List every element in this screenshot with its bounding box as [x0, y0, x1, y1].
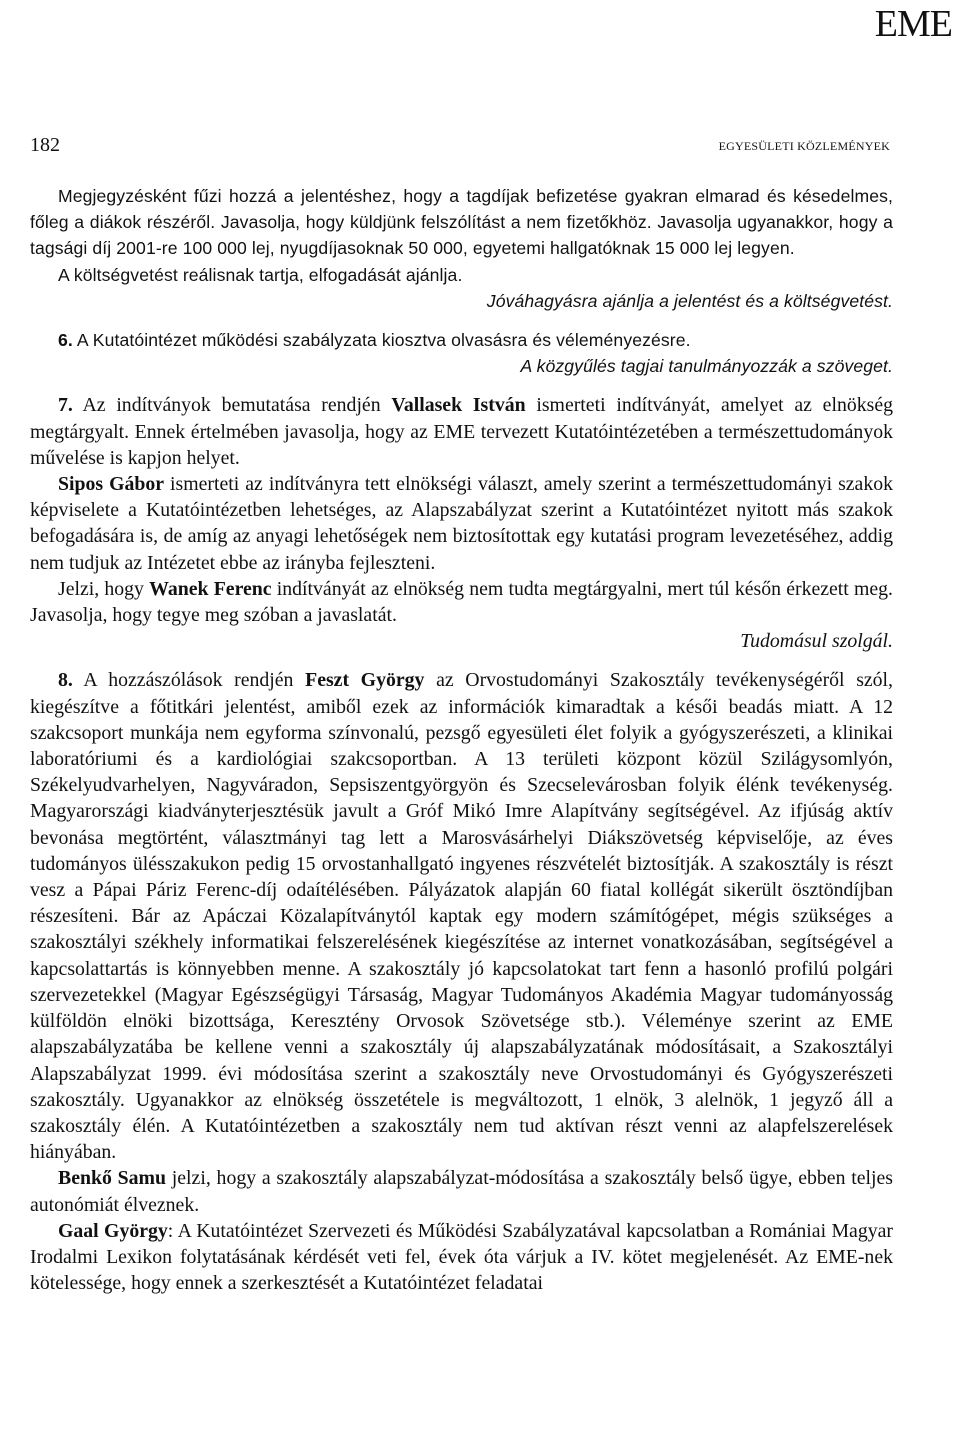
person-name: Benkő Samu [58, 1167, 167, 1190]
person-name: Wanek Ferenc [149, 577, 272, 600]
resolution-item-6: A közgyűlés tagjai tanulmányozzák a szöveget. [520, 356, 893, 377]
page-number: 182 [30, 134, 60, 156]
resolution-budget: Jóváhagyásra ajánlja a jelentést és a költségvetést. [486, 290, 893, 311]
paragraph-benko [30, 1165, 893, 1217]
item-text: az Orvostudományi Szakosztály tevékenységéről szól, kiegészítve a főtitkári jelentést, amiből ezek az információk kimaradtak a késői beadás miatt. A 12 szakcsoport munkája nem egyforma színvonalú, pezsgő egyesületi élet folyik a gyógyszerészeti, a klinikai laboratóriumi és a kardiológiai szakcsoportban. A 13 területi központ közül Szilágysomlyón, Székelyudvarhelyen, Nagyváradon, Sepsiszentgyörgyön és Szecselevárosban folyik élénk tevékenység. Magyarországi kiadványterjesztésük javult a Gróf Mikó Imre Alapítvány segítségével. Az ifjúság aktív bevonása megtörtént, választmányi tag lett a Marosvásárhelyi Diákszövetség képviselője, az éves tudományos ülésszakukon pedig 15 orvostanhallgató ingyenes részvételét biztosítják. A szakosztály is részt vesz a Pápai Páriz Ferenc-díj odaítélésében. Pályázatok alapján 60 fiatal kollégát sikerült ösztöndíjban részesíteni. Bár az Apáczai Közalapítványtól kaptak egy modern számítógépet, mégis szükséges a szakosztályi székhely informatikai felszerelésének kiegészítése az internet vonatkozásában, segítségével a kapcsolattartás is könnyebben menne. A szakosztály jó kapcsolatokat tart fenn a hasonló profilú polgári szervezetekkel (Magyar Egészségügyi Társaság, Magyar Tudományos Akadémia Magyar tudományosság külföldön elnöki bizottsága, Keresztény Orvosok Szövetsége stb.). Véleménye szerint az EME alapszabályzatába be kellene venni a szakosztály új alapszabályzatának módosításait, a Szakosztályi Alapszabályzat 1999. évi módosítása szerint a szakosztály neve Orvostudományi és Gyógyszerészeti szakosztály. Ugyanakkor az elnökség összetétele is megváltozott, 1 elnök, 3 alelnök, 1 jegyző áll a szakosztály élén. A Kutatóintézetben a szakosztály nem tud aktívan részt venni az alapfelszerelések hiányában. [30, 669, 893, 1164]
paragraph-sipos [30, 471, 893, 576]
agenda-item-8 [30, 667, 893, 1165]
agenda-item-6 [30, 327, 893, 353]
item-text: ismerteti indítványát, amelyet az elnökség megtárgyalt. Ennek értelmében javasolja, hogy az EME tervezett Kutatóintézetében a természettudományok művelése is kapjon helyet. [30, 394, 893, 469]
paragraph-text: indítványát az elnökség nem tudta megtárgyalni, mert túl későn érkezett meg. Javasolja, hogy tegye meg szóban a javaslatát. [30, 577, 893, 627]
resolution-item-7: Tudomásul szolgál. [740, 630, 893, 653]
item-text: A Kutatóintézet működési szabályzata kiosztva olvasásra és véleményezésre. [72, 330, 691, 351]
spacer [30, 314, 893, 327]
paragraph-membership-fees: Megjegyzésként fűzi hozzá a jelentéshez, hogy a tagdíjak befizetése gyakran elmarad és késedelmes, főleg a diákok részéről. Javasolja, hogy küldjünk felszólítást a nem fizetőkhöz. Javasolja ugyanakkor, hogy a tagsági díj 2001-re 100 000 lej, nyugdíjasoknak 50 000, egyetemi hallgatóknak 15 000 lej legyen. [30, 186, 893, 259]
item-text: Az indítványok bemutatása rendjén [72, 394, 392, 417]
person-name: Sipos Gábor [58, 473, 165, 496]
spacer [30, 654, 893, 667]
paragraph-gaal [30, 1218, 893, 1297]
journal-title: EGYESÜLETI KÖZLEMÉNYEK [718, 139, 890, 153]
paragraph-text: Jelzi, hogy [58, 577, 150, 600]
person-name: Gaal György [58, 1219, 168, 1242]
person-name: Feszt György [305, 669, 425, 692]
paragraph-text: ismerteti az indítványra tett elnökségi választ, amely szerint a természettudományi szakok képviselete a Kutatóintézetben lehetséges, az Alapszabályzat szerint a Kutatóintézet nyitott más szakok befogadására is, de amíg az anyagi lehetőségek nem biztosítottak egy kutatási program levezetéséhez, addig nem tudjuk az Intézetet ebbe az irányba fejleszteni. [30, 473, 894, 574]
spacer [30, 379, 893, 392]
paragraph-text: : A Kutatóintézet Szervezeti és Működési Szabályzatával kapcsolatban a Romániai Magyar Irodalmi Lexikon folytatásának kérdését veti fel, évek óta várjuk a IV. kötet megjelenését. Az EME-nek kötelessége, hogy ennek a szerkesztését a Kutatóintézet feladatai [30, 1219, 893, 1295]
item-number: 6. [58, 330, 73, 351]
person-name: Vallasek István [391, 394, 526, 417]
item-number: 8. [58, 669, 73, 692]
paragraph-wanek [30, 576, 893, 628]
item-number: 7. [58, 394, 73, 417]
item-text: A hozzászólások rendjén [72, 669, 306, 692]
paragraph-budget: A költségvetést reálisnak tartja, elfogadását ajánlja. [58, 264, 463, 285]
paragraph-text: jelzi, hogy a szakosztály alapszabályzat-módosítása a szakosztály belső ügye, ebben teljes autonómiát élveznek. [30, 1167, 893, 1216]
page-body [30, 183, 893, 1296]
agenda-item-7 [30, 392, 893, 471]
running-head [30, 132, 890, 158]
eme-logo: EME [874, 3, 952, 45]
